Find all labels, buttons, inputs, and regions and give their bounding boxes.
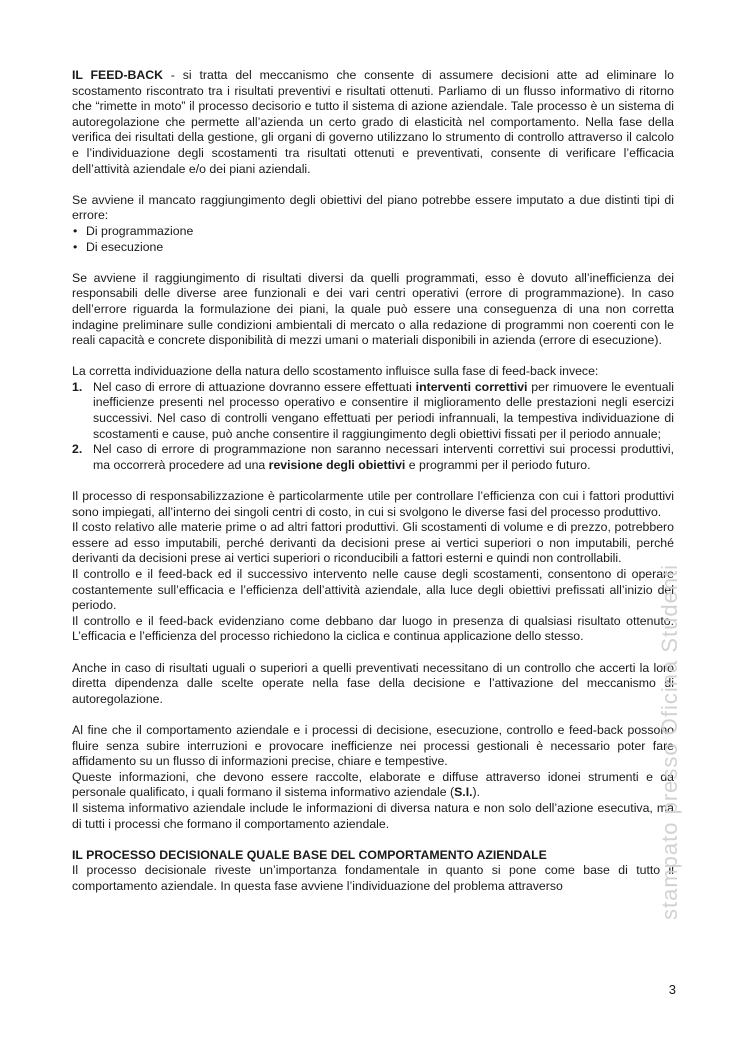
info-text: Queste informazioni, che devono essere raccolte, elaborate e diffuse attraverso idonei strumenti e da personale qualificato, i quali formano il sistema informativo aziendale ( [72,769,674,800]
nature-list [72,380,674,474]
page-number: 3 [668,982,676,997]
list-emphasis: interventi correttivi [415,379,528,394]
si-abbreviation: S.I. [454,785,473,800]
list-text: Nel caso di errore di programmazione non saranno necessari interventi correttivi sui processi produttivi, ma occorrerà procedere ad una [93,442,674,472]
list-item [72,442,674,473]
equal-results-paragraph: Anche in caso di risultati uguali o superiori a quelli preventivati necessitano di un controllo che accerti la loro diretta dipendenza dalle scelte operate nella fase della decisione e l’attivazione del meccanismo di autoregolazione. [72,660,674,706]
responsibility-paragraph-1: Il processo di responsabilizzazione è particolarmente utile per controllare l’efficienza con cui i fattori produttivi sono impiegati, all’interno dei singoli centri di costo, in cui si svolgono le diverse fasi del processo produttivo. [72,489,674,519]
section-heading: IL PROCESSO DECISIONALE QUALE BASE DEL COMPORTAMENTO AZIENDALE [72,847,547,862]
list-item [72,380,674,442]
responsibility-paragraph-3: Il controllo e il feed-back ed il successivo intervento nelle cause degli scostamenti, consentono di operare costantemente sull’efficacia e l’efficienza dell’attività aziendale, alla luce degli obiettivi prefissati all’inizio del periodo. [72,567,674,613]
decision-paragraph: Il processo decisionale riveste un’importanza fondamentale in quanto si pone come base di tutto il comportamento aziendale. In questa fase avviene l’individuazione del problema attraverso [72,863,674,893]
info-paragraph-3: Il sistema informativo aziendale include le informazioni di diversa natura e non solo dell’azione esecutiva, ma di tutti i processi che formano il comportamento aziendale. [72,800,674,831]
list-text: Nel caso di errore di attuazione dovranno essere effettuati [93,379,416,394]
list-text: per rimuovere le eventuali inefficienze presenti nel processo operativo e consentire il miglioramento delle prestazioni negli esercizi successivi. Nel caso di controlli vengano effettuati per periodi infrannuali, la tempestiva individuazione di scostamenti e cause, può anche consentire il raggiungimento degli obiettivi fissati per il periodo annuale; [93,379,675,441]
inefficiency-paragraph: Se avviene il raggiungimento di risultati diversi da quelli programmati, esso è dovuto all’inefficienza dei responsabili delle diverse aree funzionali e dei vari centri operativi (errore di programmazione). In caso dell’errore riguarda la formulazione dei piani, la quale può essere una conseguenza di una non corretta indagine preliminare sulle condizioni ambientali di mercato o alla redazione di programmi non coerenti con le reali capacità e concrete disponibilità di mezzi umani o materiali disponibili in azienda (errore di esecuzione). [72,270,674,348]
nature-intro: La corretta individuazione della natura dello scostamento influisce sulla fase di feed-back invece: [72,364,599,379]
responsibility-paragraph-2: Il costo relativo alle materie prime o ad altri fattori produttivi. Gli scostamenti di volume e di prezzo, potrebbero essere ad esso imputabili, perché derivanti da decisioni prese ai vertici superiori o non imputabili, perché derivanti da decisioni prese ai vertici superiori o riconducibili a fattori esterni e quindi non controllabili. [72,520,674,566]
feedback-paragraph [72,68,674,177]
list-item: • Di esecuzione [72,240,674,256]
list-number: 1. [72,379,83,394]
responsibility-paragraph-4: Il controllo e il feed-back evidenziano come debbano dar luogo in presenza di qualsiasi risultato ottenuto. L’efficacia e l’efficienza del processo richiedono la ciclica e continua applicazione dello stesso. [72,613,674,644]
info-text: ). [472,785,481,800]
errors-intro: Se avviene il mancato raggiungimento degli obiettivi del piano potrebbe essere imputato a due distinti tipi di errore: [72,192,674,223]
info-paragraph-1: Al fine che il comportamento aziendale e i processi di decisione, esecuzione, controllo e feed-back possono fluire senza subire interruzioni e provocare inefficienze nei processi gestionali è necessario poter fare affidamento su un flusso di informazioni precise, chiare e tempestive. [72,722,674,769]
list-item: • Di programmazione [72,224,674,240]
feedback-text: - si tratta del meccanismo che consente di assumere decisioni atte ad eliminare lo scostamento riscontrato tra i risultati preventivi e risultati ottenuti. Parliamo di un flusso informativo di ritorno che “rimette in moto” il processo decisorio e tutto il sistema di azione aziendale. Tale processo è un sistema di autoregolazione che permette all’azienda un certo grado di elasticità nel comportamento. Nella fase della verifica dei risultati della gestione, gli organi di governo utilizzano lo strumento di controllo attraverso il calcolo e l’individuazione degli scostamenti tra risultati ottenuti e preventivati, consente di verificare l’efficacia dell’attività aziendale e/o dei piani aziendali. [72,68,674,176]
list-emphasis: revisione degli obiettivi [268,457,406,472]
info-paragraph-2 [72,770,674,801]
error-types-list [72,224,674,255]
list-number: 2. [72,442,83,457]
feedback-title: IL FEED-BACK [72,68,163,82]
document-page [72,68,674,894]
watermark: stampato presso Oficina Studenti [657,563,682,920]
list-text: e programmi per il periodo futuro. [405,457,591,472]
